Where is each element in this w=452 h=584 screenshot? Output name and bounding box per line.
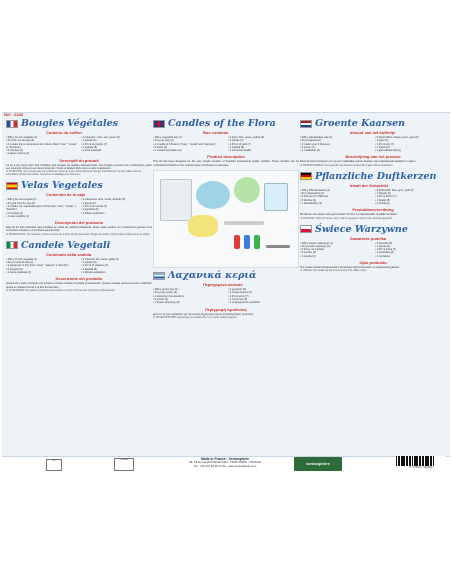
contents-list: • 300 g plantaardige was (1) • 60 g sojawas (2) • 2 mallen voor 4 bloemen • 5 lonten (3) • 1 maatbeker (4) • 3 kleurstoffen: blauw, groen, geel (5) • 1 pipet (6) • 1,25 ml lont (7) • 1 spatel (8) • 1 gebruiksaanwijzing [300,136,419,153]
dye-bottle-image [254,235,260,249]
contents-list: • 300 g de cera vegetal (1) • 60 g de cera de soja (2) • 2 moldes con capacidad para 4 flores (flor "rosa", "molde" y "bambú") • 5 mechas (3) • 1 vaso medidor (4) • 3 colorantes: azul, verde, amarillo (5) • 1 pipeta (6) • 1,25 ml de mecha (7) • 1 espátula (8) • 1 folleto explicativo [6,198,126,218]
reference-number: Réf : 2338 [4,112,23,117]
warning-text: ⚠ ADVERTENCIA: No conviene a niños menores de 3 años. Piezas pequeñas. Peligro de asfixia. Utilizar bajo la vigilancia de un adulto. [6,232,151,236]
column-center [153,118,299,454]
description-heading: Beschrijving van het product [345,154,401,160]
contents-heading: Περιεχόμενο κουτιού [203,282,243,288]
description-text: Ten zestaw został zaprojektowany do łatwego tworzenia świec o profesjonalnej jakości. [300,266,400,270]
spatula-image [224,221,264,225]
section-el [153,270,299,319]
warning-text: ⚠ ATTENTION ! Ne convient pas aux enfants de moins de 3 ans. Petits éléments. Danger d'étouffement. Ne pas utiliser sans la surveillance directe d'un adulte. Conserver l'emballage pour référence. [6,170,142,177]
greece-flag-icon [153,272,165,280]
spain-flag-icon [6,182,18,190]
description-heading: Opis produktu [359,260,387,266]
recycling-logo: TRIMAN [114,458,134,471]
section-title: Groente Kaarsen [300,118,446,129]
italy-flag-icon [6,241,18,249]
contents-list: • 300 g di cera vegetale (1) • 60 g di cera di soia (2) • 2 stampi per 4 fiori (fiore "rosa", "stampo" e "bambù") • 5 stoppini (3) • 1 tazza graduata (4) • 3 coloranti: blu, verde, giallo (5) • 1 pipetta (6) • 1,25 ml di stoppino (7) • 1 spatola (8) • 1 libretto esplicativo [6,257,119,274]
column-right [300,118,446,454]
section-es [6,180,152,235]
description-heading: Produktbeschreibung [352,207,394,213]
section-nl [300,118,446,167]
section-de [300,171,446,220]
poland-flag-icon [300,225,312,233]
flower-mould-image [188,215,218,237]
section-pl [300,224,446,273]
warning-text: ⚠ ΠΡΟΕΙΔΟΠΟΙΗΣΗ: Ακατάλληλο για παιδιά κάτω των 3 ετών. Μικρά κομμάτια. [153,315,238,319]
contents-heading: Zawartość pudełka [350,235,387,241]
section-title: Velas Vegetales [6,180,152,191]
description-text: Deze kit werd ontworpen om op een makkelijke manier kaarsen van professionele kwaliteit te maken. [300,160,417,164]
product-photo [153,170,299,268]
contents-list: • 300 g Pflanzenwachs (1) • 60 g Sojawachs (2) • 2 Formen für 4 Blumen • 5 Dochte (3) • 1 Messbecher (4) • 3 Farbstoffe: blau, grün, gelb (5) • 1 Pipette (6) • 1,25 ml Docht (7) • 1 Spatel (8) • 1 Anleitung [300,188,414,205]
barcode [396,456,446,470]
contents-list: • 300 g φυτικό κερί (1) • 60 g κερί σόγιας (2) • 2 καλούπια 4 λουλουδιών • 5 φιτίλια (3) • 1 δοχείο μέτρησης (4) • 3 χρώματα (5) • 1 σταγονόμετρο (6) • 1,25 ml φιτίλι (7) • 1 σπάτουλα (8) • 1 επεξηγηματικό φυλλάδιο [153,288,260,305]
description-heading: Descrizione del prodotto [55,276,103,282]
flower-mould-image [196,181,230,209]
contents-heading: Contenido de la caja [46,192,85,198]
barcode-number: 3 373910 023380 [409,466,433,469]
description-heading: Product description [207,154,245,160]
description-heading: Περιγραφή προϊόντος [205,306,247,312]
column-left [6,118,152,454]
uk-flag-icon [153,120,165,128]
contents-heading: Contenu du coffret [46,130,82,135]
manufacturer-info: Made in France - Sentosphère 59, bd du Général Martial Valin - 75015 PARIS - FRANCE Tel : +33 (0)1 40 60 72 00 - www.sentosphere.com [189,457,261,468]
brand-logo: sentosphère [294,457,342,471]
description-text: Αυτό το κιτ έχει σχεδιαστεί για την εύκολη δημιουργία κεριών επαγγελματικής ποιότητας. [153,312,254,316]
wicks-image [266,245,290,248]
section-title: Candele Vegetali [6,240,152,251]
section-title: Świece Warzywne [300,224,446,235]
description-text: Questo kit è stato concepito per iniziare a creare candele di qualità professionale. Queste candele possono essere multicolori grazie ai coloranti inclusi e ai fiori da decorare. [6,282,152,289]
contents-heading: Inhalt der Schachtel [350,182,389,188]
contents-heading: Contenuto della scatola [46,251,92,257]
contents-heading: Inhoud van het koffertje [350,130,396,135]
germany-flag-icon [300,172,312,180]
warning-text: ⚠ ATTENZIONE: Non adatto a bambini di età inferiore a 3 anni. Piccole parti. Pericolo di soffocamento. [6,288,116,292]
section-fr [6,118,152,176]
description-text: Mit diesem Set lassen sich ganz einfach Kerzen in professioneller Qualität herstellen. [300,213,398,217]
section-title: Candles of the Flora [153,118,299,129]
description-heading: Descriptif du produit [59,157,99,163]
warning-text: ⚠ ACHTUNG: Nicht für Kinder unter 3 Jahren geeignet. Kleine Teile. Erstickungsgefahr. [300,216,393,220]
contents-list: • 300 g wosku roślinnego (1) • 60 g wosku sojowego (2) • 2 formy na 4 kwiaty • 5 knotów (3) • 1 miarka (4) • 3 barwniki (5) • 1 pipeta (6) • 1,25 ml knota (7) • 1 szpatułka (8) • 1 instrukcja [300,241,397,258]
dye-bottle-image [234,235,240,249]
warning-text: ⚠ UWAGA: Nie nadaje się dla dzieci poniżej 3 lat. Małe części. [300,269,367,273]
contents-list: • 300 g de cire végétale (1) • 60 g de cire de soja (2) • 2 moules d'une contenance de 4 fleurs (fleur "rose", "moule" et "bambou") • 5 mèches (3) • 1 tasse mesure (4) • 3 colorants : bleu, vert, jaune (5) • 1 pipette (6) • 1,25 ml de mèche (7) • 1 spatule (8) • 1 livret explicatif [6,136,120,156]
dye-bottle-image [244,235,250,249]
france-flag-icon [6,120,18,128]
measuring-cup-image [264,183,288,211]
contents-list: • 300 g vegetable wax (1) • 60 g soy wax (2) • 2 moulds of 4 flowers ("rose", "mould" and "bamboo") • 5 wicks (3) • 1 measuring beaker (4) • 3 dyes: blue, green, yellow (5) • 1 pipette (6) • 1,25 ml of wick (7) • 1 spatula (8) • 1 instruction leaflet [153,136,265,153]
section-title: Bougies Végétales [6,118,152,129]
flower-mould-image [234,177,260,203]
netherlands-flag-icon [300,120,312,128]
section-it [6,240,152,292]
warning-text: ⚠ WAARSCHUWING: Niet geschikt voor kinderen jonger dan 3 jaar. Kleine onderdelen. [300,163,394,167]
section-en [153,118,299,167]
description-text: Este kit ha sido diseñado para iniciarse en velas de calidad profesional. Estas velas pueden ser multicolores gracias a los colorantes incluidos y a las flores para decorar. [6,226,152,233]
section-title: Λαχανικά κεριά [153,270,299,281]
wax-bag-image [160,179,192,221]
description-heading: Descripción del producto [54,220,104,226]
ce-mark-icon: CE [46,459,62,471]
description-text: Ce kit a été conçu pour être l'initiation des bougies de qualité professionnelle. Ces bougies peuvent être multicolores, grâce aux colorants inclus et aux fleurs à décorer. Créez et laissez libre cours à votre imagination. [6,163,152,171]
section-title: Pflanzliche Duftkerzen [300,171,446,182]
description-text: This kit has been designed for the very simple creation of beautiful professional quality candles. These candles can be multicoloured thanks to the included dyes and flowers to decorate. [153,160,299,167]
contents-heading: Box contents [203,130,229,135]
